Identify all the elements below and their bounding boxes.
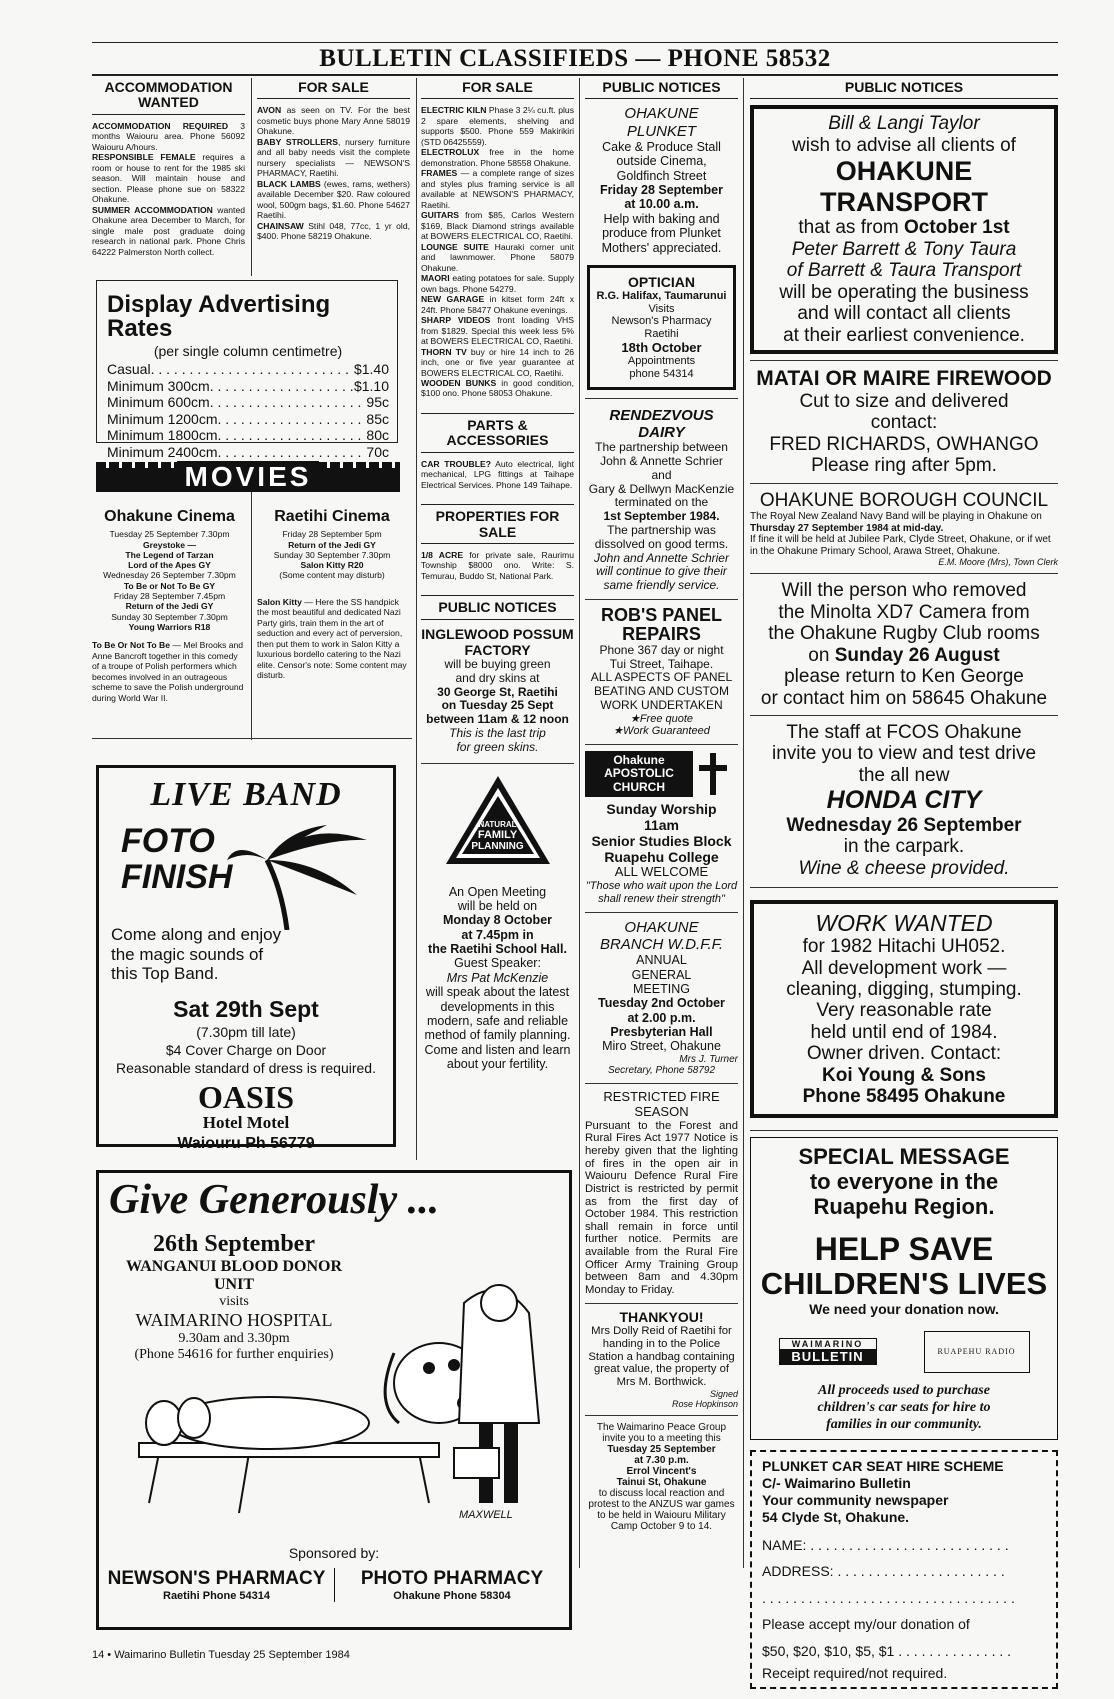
section-header: PROPERTIES FOR SALE <box>421 504 574 544</box>
possum-factory-notice: INGLEWOOD POSSUM FACTORY will be buying green and dry skins at 30 George St, Raetihi on Tuesday 25 Sept between 11am & 12 noon This is the last trip for green skins. <box>421 625 574 754</box>
robs-panel-repairs-notice: ROB'S PANEL REPAIRS Phone 367 day or night Tui Street, Taihape. ALL ASPECTS OF PANEL BEATING AND CUSTOM WORK UNDERTAKEN ★Free quote ★Work Guaranteed <box>590 605 733 738</box>
firewood-notice: MATAI OR MAIRE FIREWOOD Cut to size and delivered contact: FRED RICHARDS, OWHANGO Please ring after 5pm. <box>756 367 1052 477</box>
address-field-line2[interactable]: . . . . . . . . . . . . . . . . . . . . . . . . . . . . . . . . . <box>762 1589 1015 1606</box>
honda-city-notice: The staff at FCOS Ohakune invite you to view and test drive the all new HONDA CITY Wednesday 26 September in the carpark. Wine & cheese provided. <box>771 722 1037 879</box>
classified-ad: ACCOMMODATION REQUIRED 3 months Waiouru area. Phone 56092 Waiouru A/hours. <box>92 120 245 152</box>
artist-signature: MAXWELL <box>459 1509 513 1521</box>
divider <box>585 1303 738 1304</box>
classified-ad: MAORI eating potatoes for sale. Supply own bags. Phone 54279. <box>421 273 574 294</box>
classified-ad: WOODEN BUNKS in good condition, $100 ono. Phone 58053 Ohakune. <box>421 377 574 399</box>
rate-row: Minimum 2400cm . . . 70c <box>107 444 389 461</box>
donation-coupon: PLUNKET CAR SEAT HIRE SCHEME C/- Waimarino Bulletin Your community newspaper 54 Clyde St, Ohakune. NAME: . . . . . . . . . . . . . . . . . . . . . . . . . . ADDRESS: . . . . . . . . . . . . . . . . . . . . . . . . . . . . . . . . . . . . . . . . . . . . . . . . . . . . . . . Please accept my/our donation of $50, $20, $10, $5, $1 . . . . . . . . . . . . . . . Receipt required/not required. <box>750 1450 1058 1689</box>
masthead <box>92 42 1058 76</box>
band-name: FOTO FINISH <box>121 822 233 896</box>
live-band-title: LIVE BAND <box>150 776 342 813</box>
sponsored-by: Sponsored by: <box>288 1545 380 1561</box>
rate-row: Minimum 1800cm . . . 80c <box>107 427 389 444</box>
church-notice: Sunday Worship 11am Senior Studies Block Ruapehu College ALL WELCOME "Those who wait upon the Lord shall renew their strength" <box>585 801 738 906</box>
camera-notice: Will the person who removed the Minolta XD7 Camera from the Ohakune Rugby Club rooms on Sunday 26 August please return to Ken George or contact him on 58645 Ohakune <box>760 580 1048 709</box>
rendezvous-dairy-notice: RENDEZVOUS DAIRY The partnership between John & Annette Schrier and Gary & Dellwyn MacKenzie terminated on the 1st September 1984. The partnership was dissolved on good terms. John and Annette Schrier will continue to give their same friendly service. <box>588 406 735 593</box>
column-rule <box>416 78 417 1160</box>
divider <box>585 599 738 600</box>
classified-ad: SUMMER ACCOMMODATION wanted Ohakune area December to March, for single male post graduate doing research in national park. Phone Chris 64222 Palmerston North collect. <box>92 204 245 257</box>
family-planning-notice: An Open Meeting will be held on Monday 8 October at 7.45pm in the Raetihi School Hall. Guest Speaker: Mrs Pat McKenzie will speak about the latest developments in this modern, safe and reliable method of family planning. Come and listen and learn about your fertility. <box>424 884 571 1072</box>
classified-ad: SHARP VIDEOS front loading VHS from $1829. Special this week less 5% at BOWERS ELECTRICAL CO, Raetihi. <box>421 315 574 347</box>
blood-donor-details: 26th September WANGANUI BLOOD DONOR UNIT visits WAIMARINO HOSPITAL 9.30am and 3.30pm (Phone 54616 for further enquiries) <box>125 1231 342 1362</box>
section-header: PUBLIC NOTICES <box>585 78 738 99</box>
section-header: ACCOMMODATION WANTED <box>92 78 245 115</box>
classified-ad: ELECTRIC KILN Phase 3 2¼ cu.ft. plus 2 spare elements, shelving and supports $500. Phone 559 Makirikiri (STD 06425559). <box>421 105 574 147</box>
movie-review: Salon Kitty — Here the SS handpick the most beautiful and dedicated Nazi Party girls, train them in the art of seduction and every act of perversion, then put them to work in Salon Kitty a luxurious bordello catering to the Nazi elite. Censor's note: Some content may disturb. <box>257 596 407 681</box>
classified-ad: GUITARS from $85, Carlos Western $169, Black Diamond strings available at BOWERS ELECTRICAL CO, Raetihi. <box>421 210 574 242</box>
classified-ad: AVON as seen on TV. For the best cosmetic buys phone Mary Anne 58019 Ohakune. <box>257 105 410 137</box>
classified-ad: CAR TROUBLE? Auto electrical, light mechanical, LPG fittings at Taihape Electrical Services. Phone 149 Taihape. <box>421 458 574 490</box>
classified-ad: BABY STROLLERS, nursery furniture and all baby needs visit the complete nursery specialists — NEWSON'S PHARMACY, Raetihi. <box>257 136 410 179</box>
advertising-rates-box <box>96 280 398 460</box>
column-rule <box>579 78 580 1568</box>
divider <box>750 483 1058 484</box>
cross-icon <box>693 751 733 797</box>
fire-season-notice: RESTRICTED FIRE SEASON Pursuant to the Forest and Rural Fires Act 1977 Notice is hereby given that the lighting of fires in the open air in Waiouru Defence Rural Fire District is restricted by permit as from the first day of October 1984. This restriction shall remain in force until further notice. Permits are available from the Rural Fire Officer Army Training Group between 8am and 4.30pm Monday to Friday. <box>585 1088 738 1296</box>
classified-ad: FRAMES — a complete range of sizes and styles plus framing service is all available at NEWSON'S PHARMACY, Raetihi. <box>421 168 574 210</box>
sponsor-newsons: NEWSON'S PHARMACY Raetihi Phone 54314 <box>99 1568 335 1602</box>
classified-ad: THORN TV buy or hire 14 inch to 26 inch, one or five year guarantee at BOWERS ELECTRICAL CO, Raetihi. <box>421 346 574 378</box>
work-wanted-notice: WORK WANTED for 1982 Hitachi UH052. All development work — cleaning, digging, stumping. Very reasonable rate held until end of 1984. Owner driven. Contact: Koi Young & Sons Phone 58495 Ohakune <box>750 900 1058 1118</box>
section-header: PARTS & ACCESSORIES <box>421 413 574 453</box>
bulletin-logo: WAIMARINO BULLETIN <box>779 1338 877 1365</box>
section-header: PUBLIC NOTICES <box>421 595 574 619</box>
divider <box>750 1130 1058 1131</box>
for-sale-column-2 <box>421 78 574 1071</box>
column-rule <box>251 78 252 276</box>
accommodation-column <box>92 78 245 257</box>
band-date: Sat 29th Sept <box>173 995 319 1022</box>
natural-family-planning-logo: NATURAL FAMILY PLANNING <box>421 772 574 873</box>
section-header: FOR SALE <box>421 78 574 99</box>
ruapehu-radio-logo: RUAPEHU RADIO <box>924 1331 1030 1373</box>
page-footer: 14 • Waimarino Bulletin Tuesday 25 September 1984 <box>92 1649 350 1661</box>
blood-donor-title: Give Generously ... <box>109 1177 440 1223</box>
cartoon-illustration <box>119 1273 559 1523</box>
divider <box>421 763 574 764</box>
divider <box>750 715 1058 716</box>
apostolic-church-logo: Ohakune APOSTOLIC CHURCH <box>585 751 738 797</box>
divider <box>585 1083 738 1084</box>
divider <box>585 398 738 399</box>
optician-notice: OPTICIAN R.G. Halifax, Taumarunui Visits Newson's Pharmacy Raetihi 18th October Appointments phone 54314 <box>587 265 736 390</box>
column-rule <box>251 490 252 740</box>
ohakune-cinema: Ohakune Cinema Tuesday 25 September 7.30pm Greystoke — The Legend of Tarzan Lord of the Apes GY Wednesday 26 September 7.30pm To Be or Not To Be GY Friday 28 September 7.45pm Return of the Jedi GY Sunday 30 September 7.30pm Young Warriors R18 To Be Or Not To Be — Mel Brooks and Anne Bancroft together in this comedy of a troupe of Polish performers which becomes involved in an outrageous scheme to save the Polish underground during World War II. <box>92 507 247 703</box>
column-rule <box>743 78 744 1568</box>
classified-ad: RESPONSIBLE FEMALE requires a room or house to rent for the 1985 ski season. Will maintain house and section. Please phone sue on 58322 Ohakune. <box>92 152 245 205</box>
cinema-title: Ohakune Cinema <box>104 508 235 525</box>
public-notices-column <box>585 78 738 1532</box>
live-band-ad: LIVE BAND FOTO FINISH Come along and enjoy the magic sounds of this Top Band. Sat 29th Sept (7.30pm till late) $4 Cover Charge on Door Reasonable standard of dress is required. OASIS Hotel Motel Waiouru Ph 56779 <box>96 765 396 1147</box>
movie-review: To Be Or Not To Be — Mel Brooks and Anne Bancroft together in this comedy of a troupe of Polish performers which becomes involved in an outrageous scheme to save the Polish underground during World War II. <box>92 640 244 703</box>
donation-label: Please accept my/our donation of <box>762 1616 970 1633</box>
band-description: Come along and enjoy the magic sounds of this Top Band. <box>111 925 282 984</box>
peace-group-notice: The Waimarino Peace Group invite you to a meeting this Tuesday 25 September at 7.30 p.m. Errol Vincent's Tainui St, Ohakune to discuss local reaction and protest to the ANZUS war games to be held in Waiouru Military Camp October 9 to 14. <box>588 1421 735 1532</box>
classified-ad: BLACK LAMBS (ewes, rams, wethers) available December $20. Raw coloured wool, 500gm bags, $1.60. Phone 54627 Raetihi. <box>257 178 410 221</box>
help-save-lives-ad: SPECIAL MESSAGE to everyone in the Ruapehu Region. HELP SAVE CHILDREN'S LIVES We need your donation now. WAIMARINO BULLETIN RUAPEHU RADIO All proceeds used to purchase children's car seats for hire to families in our community. <box>750 1137 1058 1441</box>
classified-ad: 1/8 ACRE for private sale, Raurimu Township $8000 ono. Write: S. Temurau, Buddo St, National Park. <box>421 549 574 581</box>
divider <box>585 912 738 913</box>
thankyou-notice: THANKYOU! Mrs Dolly Reid of Raetihi for handing in to the Police Station a handbag containing great value, the property of Mrs M. Borthwick. Signed Rose Hopkinson <box>588 1308 738 1409</box>
public-notices-column-2 <box>750 78 1058 1689</box>
section-header: PUBLIC NOTICES <box>750 78 1058 99</box>
cinema-title: Raetihi Cinema <box>274 508 390 525</box>
borough-council-notice: OHAKUNE BOROUGH COUNCIL The Royal New Zealand Navy Band will be playing in Ohakune on Thursday 27 September 1984 at mid-day. If fine it will be held at Jubilee Park, Clyde Street, Ohakune, or if wet in the Ohakune Primary School, Arawa Street, Ohakune. E.M. Moore (Mrs), Town Clerk <box>750 489 1058 568</box>
divider <box>585 1415 738 1416</box>
classified-ad: CHAINSAW Stihl 048, 77cc, 1 yr old, $400. Phone 58219 Ohakune. <box>257 220 410 242</box>
palm-tree-icon <box>227 820 377 930</box>
divider <box>750 573 1058 574</box>
raetihi-cinema: Raetihi Cinema Friday 28 September 5pm Return of the Jedi GY Sunday 30 September 7.30pm Salon Kitty R20 (Some content may disturb) Salon Kitty — Here the SS handpick the most beautiful and dedicated Nazi Party girls, train them in the art of seduction and every act of perversion, then put them to work in Salon Kitty a luxurious bordello catering to the Nazi elite. Censor's note: Some content may disturb. <box>257 508 407 681</box>
address-field[interactable]: ADDRESS: . . . . . . . . . . . . . . . . . . . . . . <box>762 1563 1005 1580</box>
masthead-phone: 58532 <box>765 45 831 72</box>
wdff-notice: OHAKUNE BRANCH W.D.F.F. ANNUAL GENERAL MEETING Tuesday 2nd October at 2.00 p.m. Presbyterian Hall Miro Street, Ohakune Mrs J. Turner Secretary, Phone 58792 <box>598 918 738 1077</box>
divider <box>92 738 412 739</box>
blood-donor-ad <box>96 1170 572 1630</box>
section-header: FOR SALE <box>257 78 410 99</box>
sponsor-photo-pharmacy: PHOTO PHARMACY Ohakune Phone 58304 <box>360 1568 544 1602</box>
rate-row: Minimum 1200cm . . . 85c <box>107 411 389 428</box>
receipt-option[interactable]: Receipt required/not required. <box>762 1664 948 1681</box>
classified-ad: LOUNGE SUITE Hauraki corner unit and lawnmower. Phone 58079 Ohakune. <box>421 241 574 273</box>
rate-row: Minimum 300cm . . . $1.10 <box>107 378 389 395</box>
donation-amounts[interactable]: $50, $20, $10, $5, $1 . . . . . . . . . . . . . . . <box>762 1642 1012 1659</box>
plunket-notice: OHAKUNE PLUNKET Cake & Produce Stall outside Cinema, Goldfinch Street Friday 28 September at 10.00 a.m. Help with baking and produce from Plunket Mothers' appreciated. <box>600 105 723 255</box>
for-sale-column <box>257 78 410 242</box>
rate-row: Minimum 600cm . . . 95c <box>107 394 389 411</box>
name-field[interactable]: NAME: . . . . . . . . . . . . . . . . . . . . . . . . . . <box>762 1536 1009 1553</box>
divider <box>750 887 1058 888</box>
venue-logo: OASIS <box>197 1079 295 1116</box>
movies-banner: MOVIES <box>96 462 400 492</box>
rate-row: Casual . . . $1.40 <box>107 361 389 378</box>
divider <box>585 744 738 745</box>
classified-ad: NEW GARAGE in kitset form 24ft x 24ft. Phone 58477 Ohakune evenings. <box>421 294 574 315</box>
masthead-title: BULLETIN CLASSIFIEDS — PHONE <box>319 45 760 72</box>
ohakune-transport-notice: Bill & Langi Taylor wish to advise all clients of OHAKUNE TRANSPORT that as from October 1st Peter Barrett & Tony Taura of Barrett & Taura Transport will be operating the business and will contact all clients at their earliest convenience. <box>750 105 1058 354</box>
divider <box>750 360 1058 361</box>
classified-ad: ELECTROLUX free in the home demonstration. Phone 58558 Ohakune. <box>421 147 574 168</box>
rates-title: Display Advertising Rates <box>107 291 331 342</box>
rates-subtitle: (per single column centimetre) <box>153 343 343 359</box>
